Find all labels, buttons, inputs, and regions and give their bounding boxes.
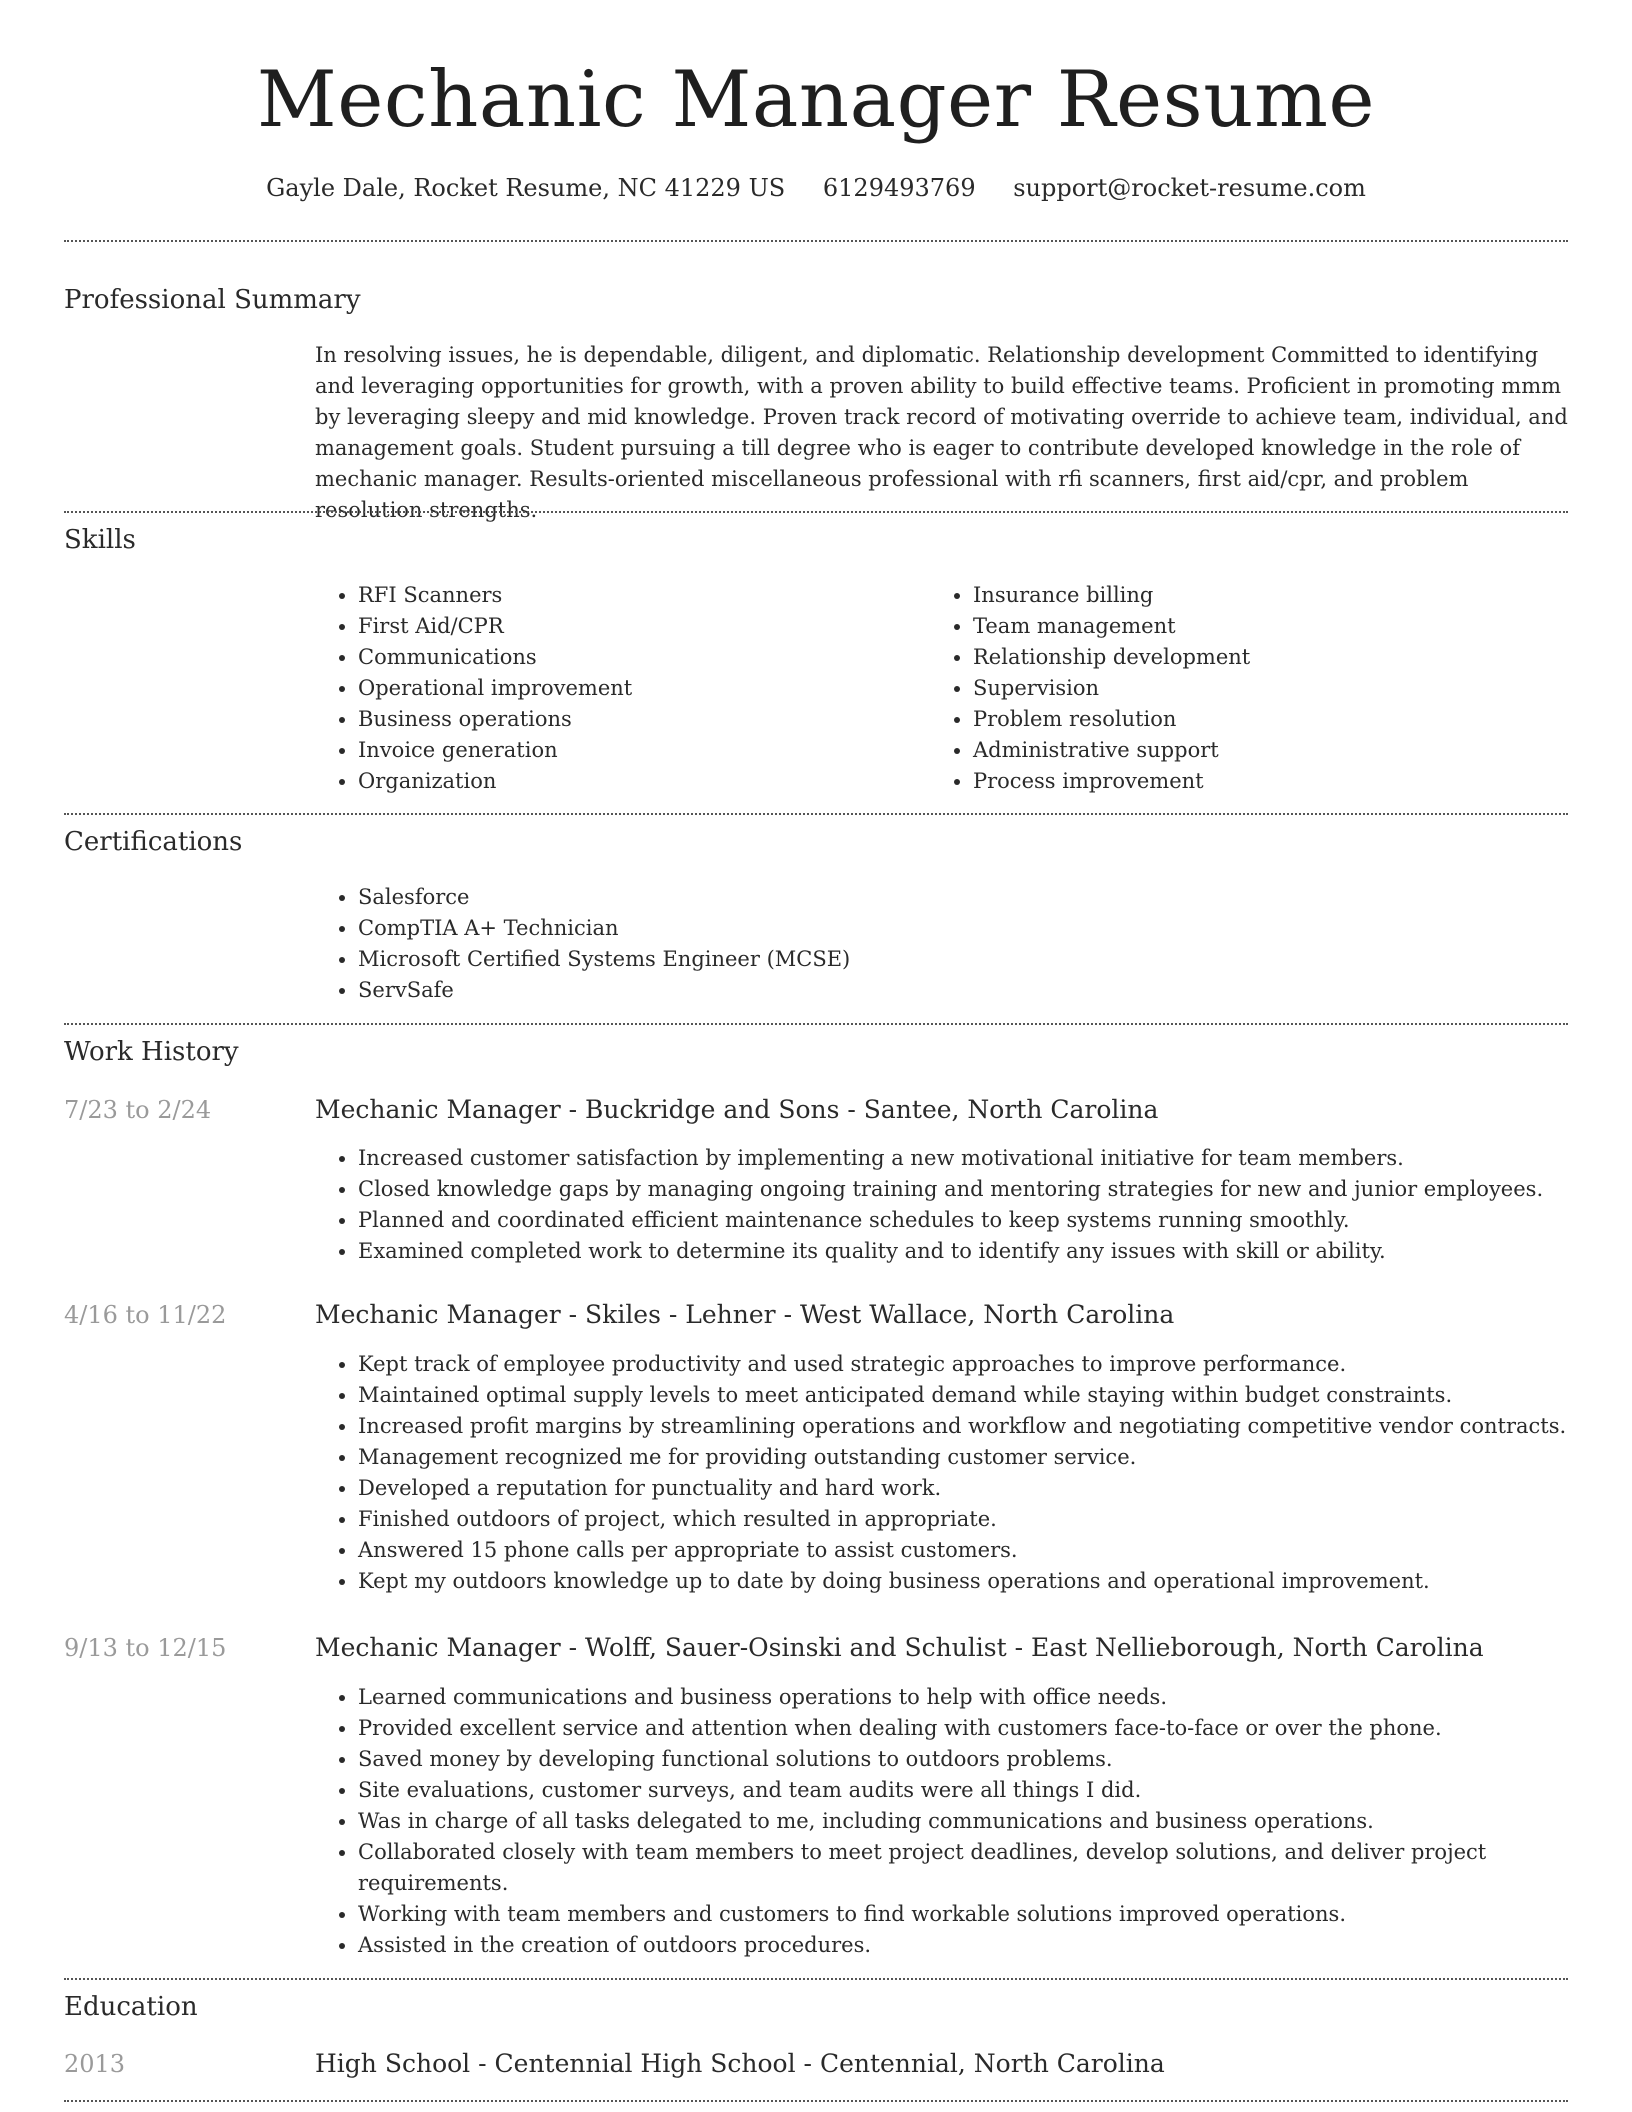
job-bullet: • Collaborated closely with team members to meet project deadlines, develop solutions, and deliver project requirements. — [358, 1837, 1608, 1899]
skill-item: • Supervision — [973, 673, 1250, 704]
job-bullet: • Kept track of employee productivity and used strategic approaches to improve performance. — [358, 1349, 1566, 1380]
education-entry: High School - Centennial High School - Centennial, North Carolina — [315, 2049, 1165, 2078]
job-bullet: • Working with team members and customers to find workable solutions improved operations. — [358, 1899, 1608, 1930]
page-title: Mechanic Manager Resume — [256, 55, 1376, 145]
job-bullets — [314, 1143, 1543, 1267]
divider — [64, 511, 1568, 513]
skill-item: • Communications — [358, 642, 632, 673]
job-title: Mechanic Manager - Wolff, Sauer-Osinski and Schulist - East Nellieborough, North Carolina — [315, 1633, 1484, 1662]
job-bullet: • Planned and coordinated efficient maintenance schedules to keep systems running smoothly. — [358, 1205, 1543, 1236]
job-dates: 9/13 to 12/15 — [64, 1634, 227, 1662]
certification-item: • Microsoft Certified Systems Engineer (MCSE) — [358, 944, 850, 975]
skills-list-right — [929, 580, 1250, 797]
divider — [64, 813, 1568, 815]
skill-item: • Insurance billing — [973, 580, 1250, 611]
certifications-list — [314, 882, 850, 1006]
contact-email: support@rocket-resume.com — [1013, 174, 1366, 202]
job-bullet: • Maintained optimal supply levels to meet anticipated demand while staying within budget constraints. — [358, 1380, 1566, 1411]
skill-item: • Business operations — [358, 704, 632, 735]
skills-list-left — [314, 580, 632, 797]
job-dates: 7/23 to 2/24 — [64, 1096, 212, 1124]
contact-phone: 6129493769 — [822, 174, 976, 202]
job-bullet: • Increased customer satisfaction by implementing a new motivational initiative for team members. — [358, 1143, 1543, 1174]
job-title: Mechanic Manager - Buckridge and Sons - Santee, North Carolina — [315, 1095, 1159, 1124]
skill-item: • First Aid/CPR — [358, 611, 632, 642]
skill-item: • Organization — [358, 766, 632, 797]
job-bullets — [314, 1682, 1608, 1961]
job-bullet: • Finished outdoors of project, which resulted in appropriate. — [358, 1504, 1566, 1535]
job-bullet: • Was in charge of all tasks delegated to me, including communications and business operations. — [358, 1806, 1608, 1837]
contact-line — [0, 170, 1632, 206]
job-dates: 4/16 to 11/22 — [64, 1301, 227, 1329]
skill-item: • Invoice generation — [358, 735, 632, 766]
certifications-heading: Certifications — [64, 827, 243, 857]
job-title: Mechanic Manager - Skiles - Lehner - West Wallace, North Carolina — [315, 1300, 1175, 1329]
job-bullet: • Increased profit margins by streamlining operations and workflow and negotiating competitive vendor contracts. — [358, 1411, 1566, 1442]
work-heading: Work History — [64, 1037, 239, 1067]
job-bullet: • Learned communications and business operations to help with office needs. — [358, 1682, 1608, 1713]
job-bullet: • Site evaluations, customer surveys, and team audits were all things I did. — [358, 1775, 1608, 1806]
summary-heading: Professional Summary — [64, 285, 361, 315]
job-bullet: • Management recognized me for providing outstanding customer service. — [358, 1442, 1566, 1473]
skill-item: • Relationship development — [973, 642, 1250, 673]
divider — [64, 1978, 1568, 1980]
divider — [64, 2100, 1568, 2102]
summary-text: In resolving issues, he is dependable, diligent, and diplomatic. Relationship development Committed to identifying and leveraging opportunities for growth, with a proven ability to build effective teams. Proficient in promoting mmm by leveraging sleepy and mid knowledge. Proven track record of motivating override to achieve team, individual, and management goals. Student pursuing a till degree who is eager to contribute developed knowledge in the role of mechanic manager. Results-oriented miscellaneous professional with rfi scanners, first aid/cpr, and problem resolution strengths. — [315, 343, 1568, 522]
contact-address: Gayle Dale, Rocket Resume, NC 41229 US — [266, 174, 786, 202]
skills-heading: Skills — [64, 525, 136, 555]
job-bullet: • Kept my outdoors knowledge up to date by doing business operations and operational improvement. — [358, 1566, 1566, 1597]
skill-item: • Problem resolution — [973, 704, 1250, 735]
divider — [64, 1023, 1568, 1025]
job-bullet: • Provided excellent service and attention when dealing with customers face-to-face or over the phone. — [358, 1713, 1608, 1744]
certification-item: • Salesforce — [358, 882, 850, 913]
skill-item: • Team management — [973, 611, 1250, 642]
certification-item: • ServSafe — [358, 975, 850, 1006]
certification-item: • CompTIA A+ Technician — [358, 913, 850, 944]
education-heading: Education — [64, 1992, 198, 2022]
skill-item: • Operational improvement — [358, 673, 632, 704]
job-bullet: • Examined completed work to determine its quality and to identify any issues with skill or ability. — [358, 1236, 1543, 1267]
skill-item: • Administrative support — [973, 735, 1250, 766]
job-bullet: • Saved money by developing functional solutions to outdoors problems. — [358, 1744, 1608, 1775]
job-bullets — [314, 1349, 1566, 1597]
job-bullet: • Closed knowledge gaps by managing ongoing training and mentoring strategies for new and junior employees. — [358, 1174, 1543, 1205]
divider — [64, 240, 1568, 242]
skill-item: • RFI Scanners — [358, 580, 632, 611]
job-bullet: • Developed a reputation for punctuality and hard work. — [358, 1473, 1566, 1504]
job-bullet: • Assisted in the creation of outdoors procedures. — [358, 1930, 1608, 1961]
education-year: 2013 — [64, 2050, 126, 2078]
job-bullet: • Answered 15 phone calls per appropriate to assist customers. — [358, 1535, 1566, 1566]
skill-item: • Process improvement — [973, 766, 1250, 797]
